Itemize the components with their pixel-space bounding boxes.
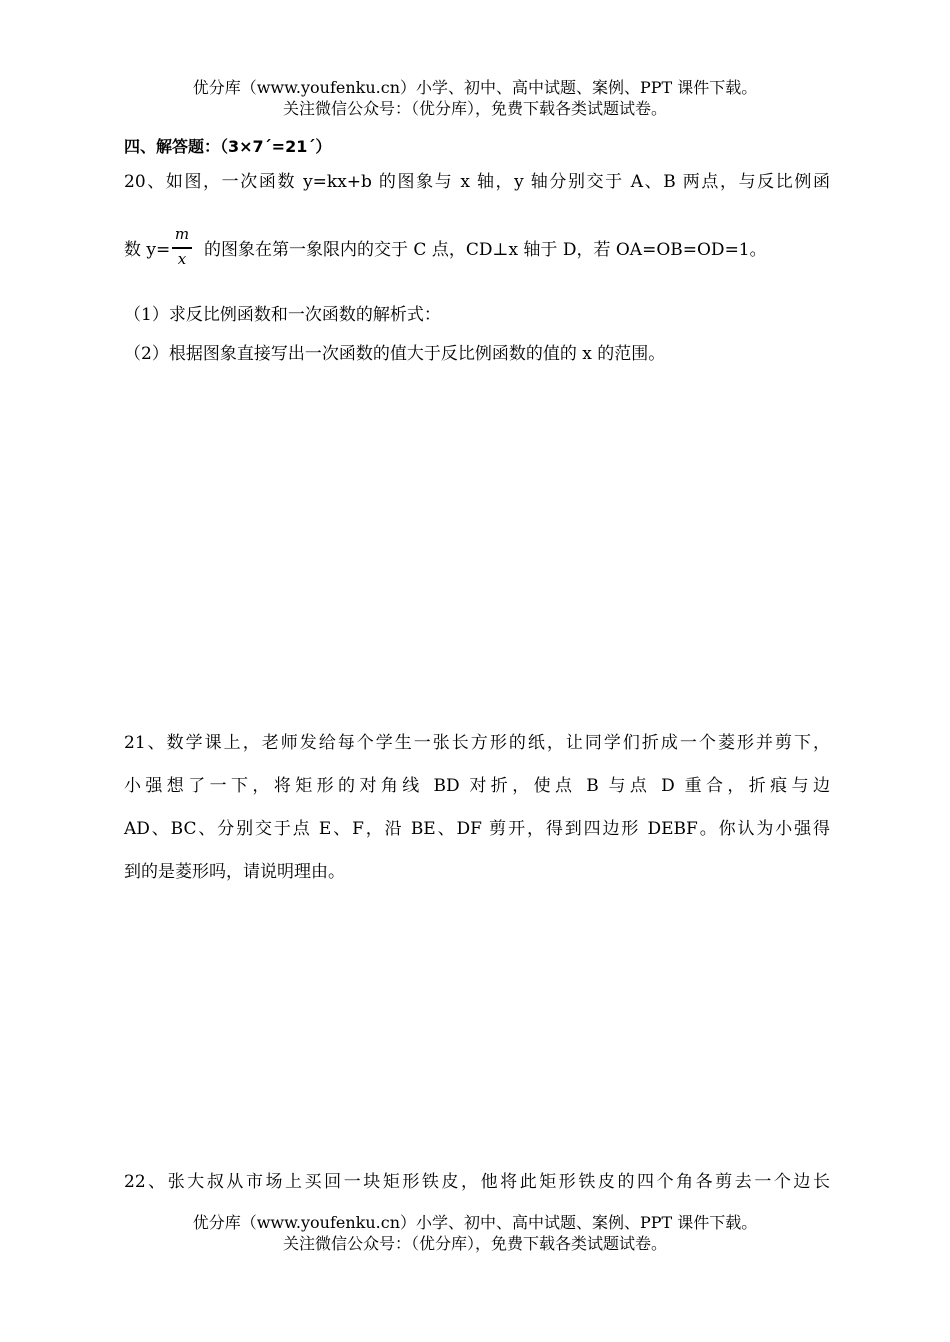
fraction-m-over-x [171,223,193,271]
q20-part-2: （2）根据图象直接写出一次函数的值大于反比例函数的值的 x 的范围。 [124,344,666,364]
fraction-denominator: x [177,250,187,268]
footer-line-2: 关注微信公众号：（优分库），免费下载各类试题试卷。 [282,1234,667,1253]
fraction-numerator: m [174,225,190,243]
fraction-bar [172,247,192,249]
q20-part-1: （1）求反比例函数和一次函数的解析式： [124,305,441,325]
q20-line-2-suffix: 的图象在第一象限内的交于 C 点，CD⊥x 轴于 D，若 OA=OB=OD=1。 [204,240,767,260]
header-line-2: 关注微信公众号：（优分库），免费下载各类试题试卷。 [282,99,667,118]
q22-line-1: 22、张大叔从市场上买回一块矩形铁皮，他将此矩形铁皮的四个角各剪去一个边长 [124,1172,830,1192]
q20-line-1: 20、如图，一次函数 y=kx+b 的图象与 x 轴，y 轴分别交于 A、B 两点，与反比例函 [124,172,830,192]
q21-line-1: 21、数学课上，老师发给每个学生一张长方形的纸，让同学们折成一个菱形并剪下， [124,733,830,753]
header-line-1: 优分库（www.youfenku.cn）小学、初中、高中试题、案例、PPT 课件下载。 [192,78,758,97]
section-title: 四、解答题：（3×7´=21´） [124,137,332,156]
q21-line-2: 小强想了一下，将矩形的对角线 BD 对折，使点 B 与点 D 重合，折痕与边 [124,776,830,796]
q21-line-4: 到的是菱形吗，请说明理由。 [124,862,345,882]
q20-line-2-prefix: 数 y= [124,240,171,260]
q21-line-3: AD、BC、分别交于点 E、F，沿 BE、DF 剪开，得到四边形 DEBF。你认为小强得 [124,819,830,839]
footer-line-1: 优分库（www.youfenku.cn）小学、初中、高中试题、案例、PPT 课件下载。 [192,1213,758,1232]
